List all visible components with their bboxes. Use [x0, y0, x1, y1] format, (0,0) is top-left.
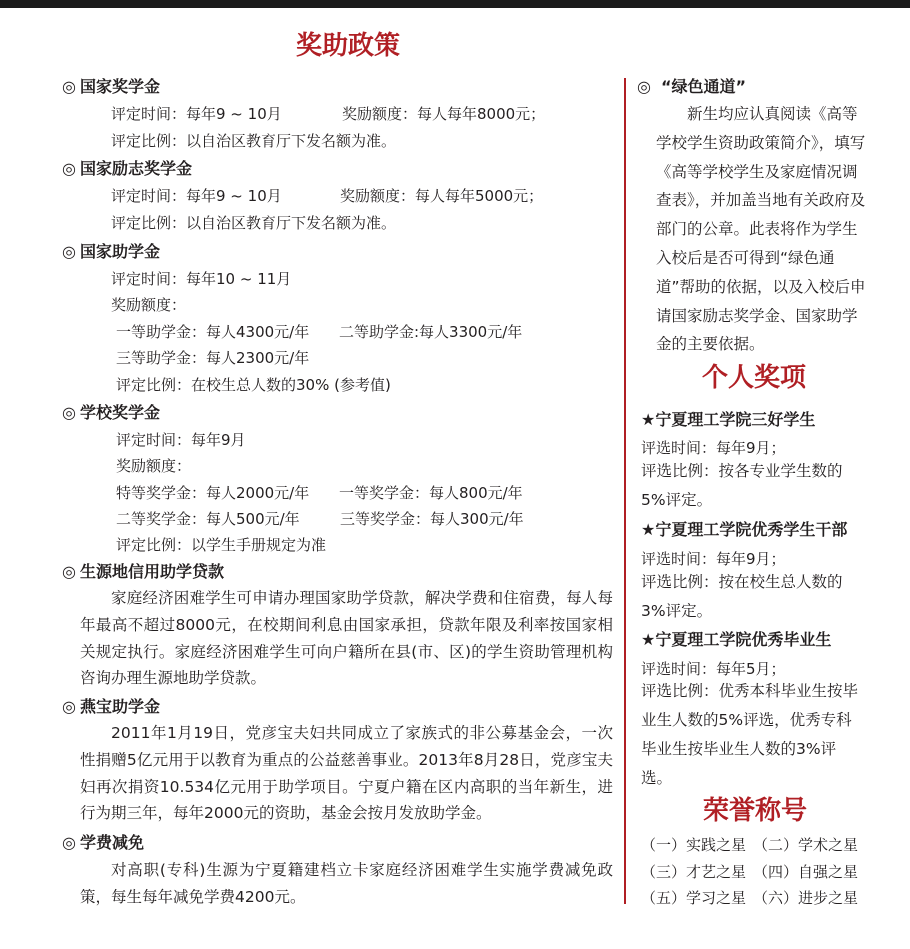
line-text: 评定比例：以自治区教育厅下发名额为准。	[111, 132, 397, 150]
line-text: 二等助学金:每人3300元/年	[339, 323, 523, 341]
circle-bullet-icon: ◎	[62, 697, 76, 716]
section-heading-national-scholarship: ◎ 国家奖学金	[62, 77, 161, 96]
honor-item: （五）学习之星	[641, 889, 747, 907]
award-heading: ★宁夏理工学院三好学生	[641, 410, 816, 429]
honor-item: （六）进步之星	[753, 889, 859, 907]
award-time: 评选时间：每年9月；	[641, 550, 786, 568]
column-divider	[624, 78, 626, 904]
star-icon: ★	[641, 410, 656, 429]
star-icon: ★	[641, 630, 656, 649]
section-heading-tuition-waiver: ◎ 学费减免	[62, 833, 145, 852]
paragraph-student-loan: 家庭经济困难学生可申请办理国家助学贷款，解决学费和住宿费，每人每年最高不超过8000元，在校期间利息由国家承担，贷款年限及利率按国家相关规定执行。家庭经济困难学生可向户籍所在县(市、区)的学生资助管理机构咨询办理生源地助学贷款。	[80, 589, 613, 688]
green-channel-heading: ◎ “绿色通道”	[637, 77, 747, 96]
line-text: 特等奖学金：每人2000元/年	[116, 484, 310, 502]
circle-bullet-icon: ◎	[62, 403, 76, 422]
section-heading-student-loan: ◎ 生源地信用助学贷款	[62, 562, 225, 581]
award-time: 评选时间：每年5月；	[641, 660, 786, 678]
line-text: 三等奖学金：每人300元/年	[340, 510, 524, 528]
line-text: 三等助学金：每人2300元/年	[116, 349, 310, 367]
award-heading: ★宁夏理工学院优秀毕业生	[641, 630, 832, 649]
award-ratio: 评选比例：优秀本科毕业生按毕业生人数的5%评选，优秀专科毕业生按毕业生人数的3%评选。	[641, 682, 859, 787]
line-text: 评定时间：每年9 ~ 10月	[111, 105, 282, 123]
paragraph-tuition-waiver: 对高职(专科)生源为宁夏籍建档立卡家庭经济困难学生实施学费减免政策，每生每年减免学费4200元。	[80, 861, 613, 906]
line-text: 评定时间：每年9月	[116, 431, 246, 449]
line-text: 二等奖学金：每人500元/年	[116, 510, 300, 528]
top-bar	[0, 0, 910, 8]
circle-bullet-icon: ◎	[62, 562, 76, 581]
circle-bullet-icon: ◎	[62, 242, 76, 261]
circle-bullet-icon: ◎	[62, 159, 76, 178]
line-text: 奖励额度：每人每年8000元；	[342, 105, 546, 123]
personal-awards-title: 个人奖项	[702, 363, 807, 393]
line-text: 奖励额度：每人每年5000元；	[340, 187, 544, 205]
award-time: 评选时间：每年9月；	[641, 439, 786, 457]
circle-bullet-icon: ◎	[62, 833, 76, 852]
line-text: 评定比例：在校生总人数的30% (参考值)	[116, 376, 391, 394]
star-icon: ★	[641, 520, 656, 539]
circle-bullet-icon: ◎	[62, 77, 76, 96]
paragraph-yanbao-grant: 2011年1月19日，党彦宝夫妇共同成立了家族式的非公募基金会，一次性捐赠5亿元用于以教育为重点的公益慈善事业。2013年8月28日，党彦宝夫妇再次捐资10.534亿元用于助学项目。宁夏户籍在区内高职的当年新生，进行为期三年，每年2000元的资助，基金会按月发放助学金。	[80, 724, 613, 823]
line-text: 奖励额度：	[116, 457, 192, 475]
award-heading: ★宁夏理工学院优秀学生干部	[641, 520, 848, 539]
honor-item: （二）学术之星	[753, 836, 859, 854]
honor-titles-title: 荣誉称号	[703, 796, 808, 826]
line-text: 奖励额度：	[111, 296, 187, 314]
line-text: 一等助学金：每人4300元/年	[116, 323, 310, 341]
honor-item: （四）自强之星	[753, 863, 859, 881]
line-text: 评定比例：以自治区教育厅下发名额为准。	[111, 214, 397, 232]
line-text: 评定时间：每年9 ~ 10月	[111, 187, 282, 205]
award-ratio: 评选比例：按各专业学生数的5%评定。	[641, 462, 843, 509]
section-heading-inspirational-scholarship: ◎ 国家励志奖学金	[62, 159, 193, 178]
honor-item: （一）实践之星	[641, 836, 747, 854]
circle-bullet-icon: ◎	[637, 77, 651, 96]
green-channel-paragraph: 新生均应认真阅读《高等学校学生资助政策简介》，填写《高等学校学生及家庭情况调查表》，并加盖当地有关政府及部门的公章。此表将作为学生入校后是否可得到“绿色通道”帮助的依据，以及入校后申请国家励志奖学金、国家助学金的主要依据。	[656, 105, 866, 354]
line-text: 一等奖学金：每人800元/年	[339, 484, 523, 502]
line-text: 评定时间：每年10 ~ 11月	[111, 270, 292, 288]
line-text: 评定比例：以学生手册规定为准	[116, 536, 327, 554]
award-ratio: 评选比例：按在校生总人数的3%评定。	[641, 573, 843, 620]
honor-item: （三）才艺之星	[641, 863, 747, 881]
section-heading-yanbao-grant: ◎ 燕宝助学金	[62, 697, 161, 716]
page-title: 奖助政策	[296, 31, 401, 61]
section-heading-national-grant: ◎ 国家助学金	[62, 242, 161, 261]
section-heading-school-scholarship: ◎ 学校奖学金	[62, 403, 161, 422]
